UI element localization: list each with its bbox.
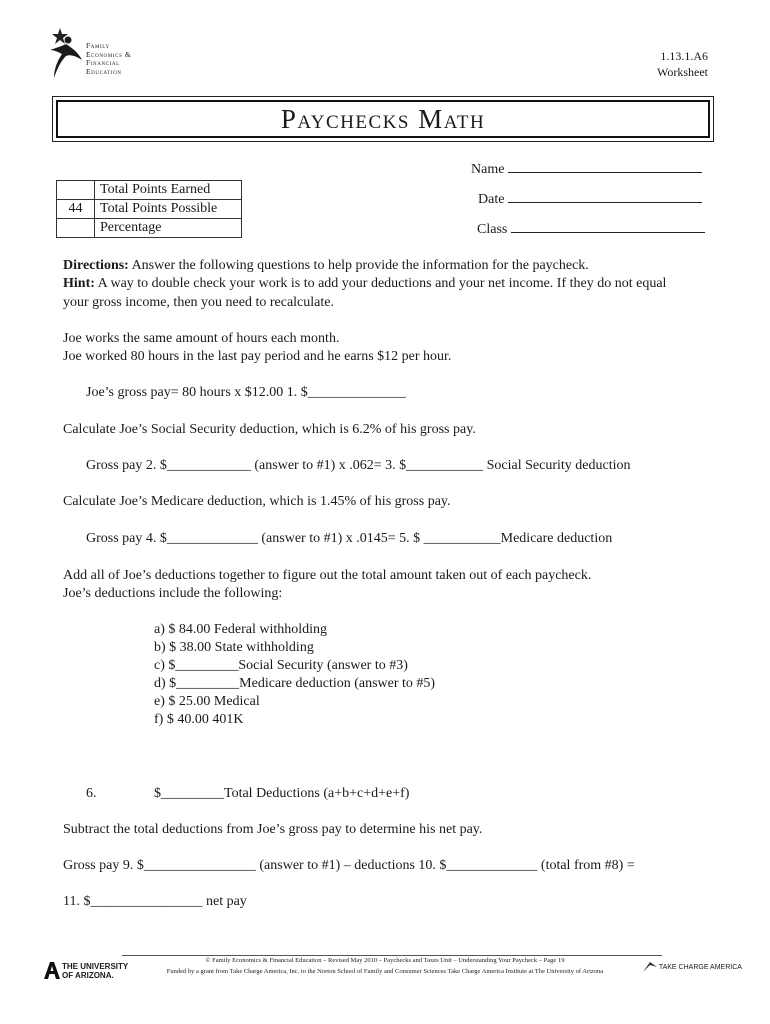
deduction-item[interactable]: d) $_________Medicare deduction (answer to #5) [154,676,436,691]
ua-line: THE UNIVERSITY [62,962,129,971]
name-label: Name [471,162,505,177]
name-blank[interactable] [508,160,702,173]
points-value[interactable] [57,219,95,238]
footer-copyright: © Family Economics & Financial Education – Revised May 2010 – Paychecks and Taxes Unit – Understanding Your Paycheck – Page 19 [205,957,565,964]
intro-line-1: Joe works the same amount of hours each month. [63,331,340,346]
footer-funding: Funded by a grant from Take Charge America, Inc. to the Norton School of Family and Consumer Sciences Take Charge America Institute at The University of Arizona [166,968,604,975]
table-row [57,200,242,219]
points-label: Total Points Possible [95,200,242,219]
deduction-item: f) $ 40.00 401K [154,712,244,727]
deductions-prompt-1: Add all of Joe’s deductions together to figure out the total amount taken out of each paycheck. [63,568,592,583]
class-blank[interactable] [511,220,705,233]
ua-line: OF ARIZONA. [62,971,114,980]
deductions-prompt-2: Joe’s deductions include the following: [63,586,283,601]
hint-text-2: your gross income, then you need to recalculate. [63,295,334,310]
directions-text: Answer the following questions to help provide the information for the paycheck. [128,258,589,273]
logo-line: Education [86,66,122,76]
hint-text: A way to double check your work is to add your deductions and your net income. If they do not equal [94,276,667,291]
points-value: 44 [57,200,95,219]
deduction-item: a) $ 84.00 Federal withholding [154,622,328,637]
worksheet-kind: Worksheet [656,65,708,79]
directions [63,257,589,275]
medicare-prompt: Calculate Joe’s Medicare deduction, which is 1.45% of his gross pay. [63,494,451,509]
net-pay-calculation[interactable]: Gross pay 9. $________________ (answer to #1) – deductions 10. $_____________ (total from #8) = [63,858,635,873]
worksheet-code-block [657,48,708,80]
deduction-item: b) $ 38.00 State withholding [154,640,314,655]
date-field[interactable] [478,190,702,208]
deduction-item[interactable]: c) $_________Social Security (answer to #3) [154,658,408,673]
date-label: Date [478,192,505,207]
class-field[interactable] [477,220,705,238]
intro-line-2: Joe worked 80 hours in the last pay period and he earns $12 per hour. [63,349,452,364]
points-value[interactable] [57,181,95,200]
take-charge-america-logo [643,961,742,973]
fefe-logo-text [86,42,131,76]
question-6-number: 6. [86,786,97,801]
footer-rule [122,955,662,956]
hint [63,275,666,293]
medicare-calculation[interactable]: Gross pay 4. $_____________ (answer to #1) x .0145= 5. $ ___________Medicare deduction [86,531,613,546]
points-label: Percentage [95,219,242,238]
worksheet-code: 1.13.1.A6 [660,49,708,63]
class-label: Class [477,222,508,237]
ss-prompt: Calculate Joe’s Social Security deduction, which is 6.2% of his gross pay. [63,422,476,437]
question-6-total-deductions[interactable]: $_________Total Deductions (a+b+c+d+e+f) [154,786,410,801]
page-title: Paychecks Math [280,103,486,134]
date-blank[interactable] [508,190,702,203]
logo-line: Financial [86,58,120,67]
title-frame [56,100,710,138]
points-label: Total Points Earned [95,181,242,200]
title-box [52,96,714,142]
name-field[interactable] [471,160,702,178]
points-table [56,180,242,238]
tca-text: TAKE CHARGE AMERICA [658,963,742,971]
question-11-net-pay[interactable]: 11. $________________ net pay [63,894,247,909]
logo-line: Economics & [86,49,132,59]
tca-swoosh-icon [643,961,657,973]
logo-line: Family [86,41,110,50]
directions-label: Directions: [63,258,129,273]
deduction-item: e) $ 25.00 Medical [154,694,260,709]
table-row [57,181,242,200]
net-pay-prompt: Subtract the total deductions from Joe’s gross pay to determine his net pay. [63,822,483,837]
star-figure-icon [48,26,88,82]
hint-label: Hint: [63,276,95,291]
table-row [57,219,242,238]
question-1[interactable]: Joe’s gross pay= 80 hours x $12.00 1. $______________ [86,385,406,400]
ss-calculation[interactable]: Gross pay 2. $____________ (answer to #1) x .062= 3. $___________ Social Security deduction [86,458,631,473]
